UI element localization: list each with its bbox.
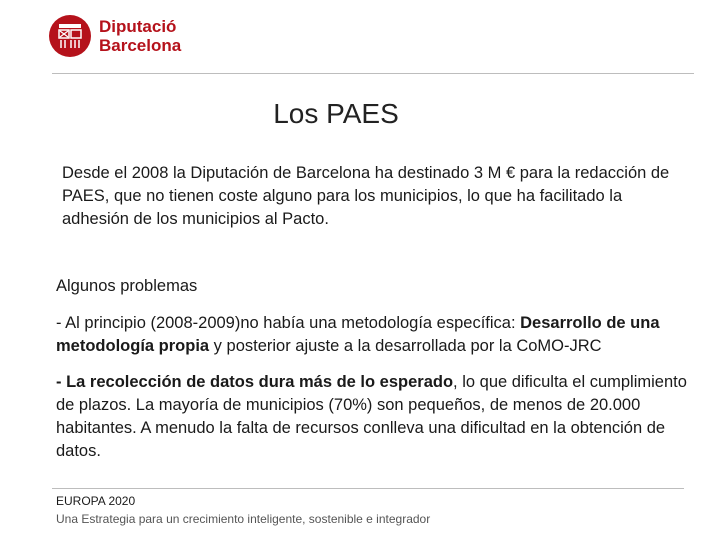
problem-1-text: - Al principio (2008-2009)no había una metodología específica: [56, 314, 521, 332]
problem-2-rest: , lo que dificulta el cumplimiento de plazos. La mayoría de municipios (70%) son pequeños, de menos de 20.000 habitantes. A menudo la falta de recursos conlleva una dificultad en la obtención de datos. [56, 373, 687, 460]
logo [49, 15, 181, 57]
footer-title: EUROPA 2020 [56, 494, 136, 508]
problem-1-rest: y posterior ajuste a la desarrollada por la CoMO-JRC [209, 337, 602, 355]
problem-2-bold: - La recolección de datos dura más de lo esperado [56, 373, 454, 391]
intro-paragraph: Desde el 2008 la Diputación de Barcelona ha destinado 3 M € para la redacción de PAES, que no tienen coste alguno para los municipios, lo que ha facilitado la adhesión de los municipios al Pacto. [62, 164, 670, 228]
footer-subtitle: Una Estrategia para un crecimiento inteligente, sostenible e integrador [56, 512, 431, 526]
problem-1-bold: Desarrollo de una metodología propia [56, 314, 660, 355]
logo-line2: Barcelona [99, 36, 182, 55]
header-divider [52, 73, 694, 74]
coat-of-arms-icon [49, 15, 91, 57]
logo-line1: Diputació [99, 17, 177, 36]
problem-item-methodology [56, 312, 696, 358]
footer-divider [52, 488, 684, 489]
problem-item-data-collection [56, 371, 696, 463]
problems-heading: Algunos problemas [56, 277, 198, 295]
slide-title: Los PAES [273, 98, 399, 129]
logo-text [99, 17, 181, 55]
